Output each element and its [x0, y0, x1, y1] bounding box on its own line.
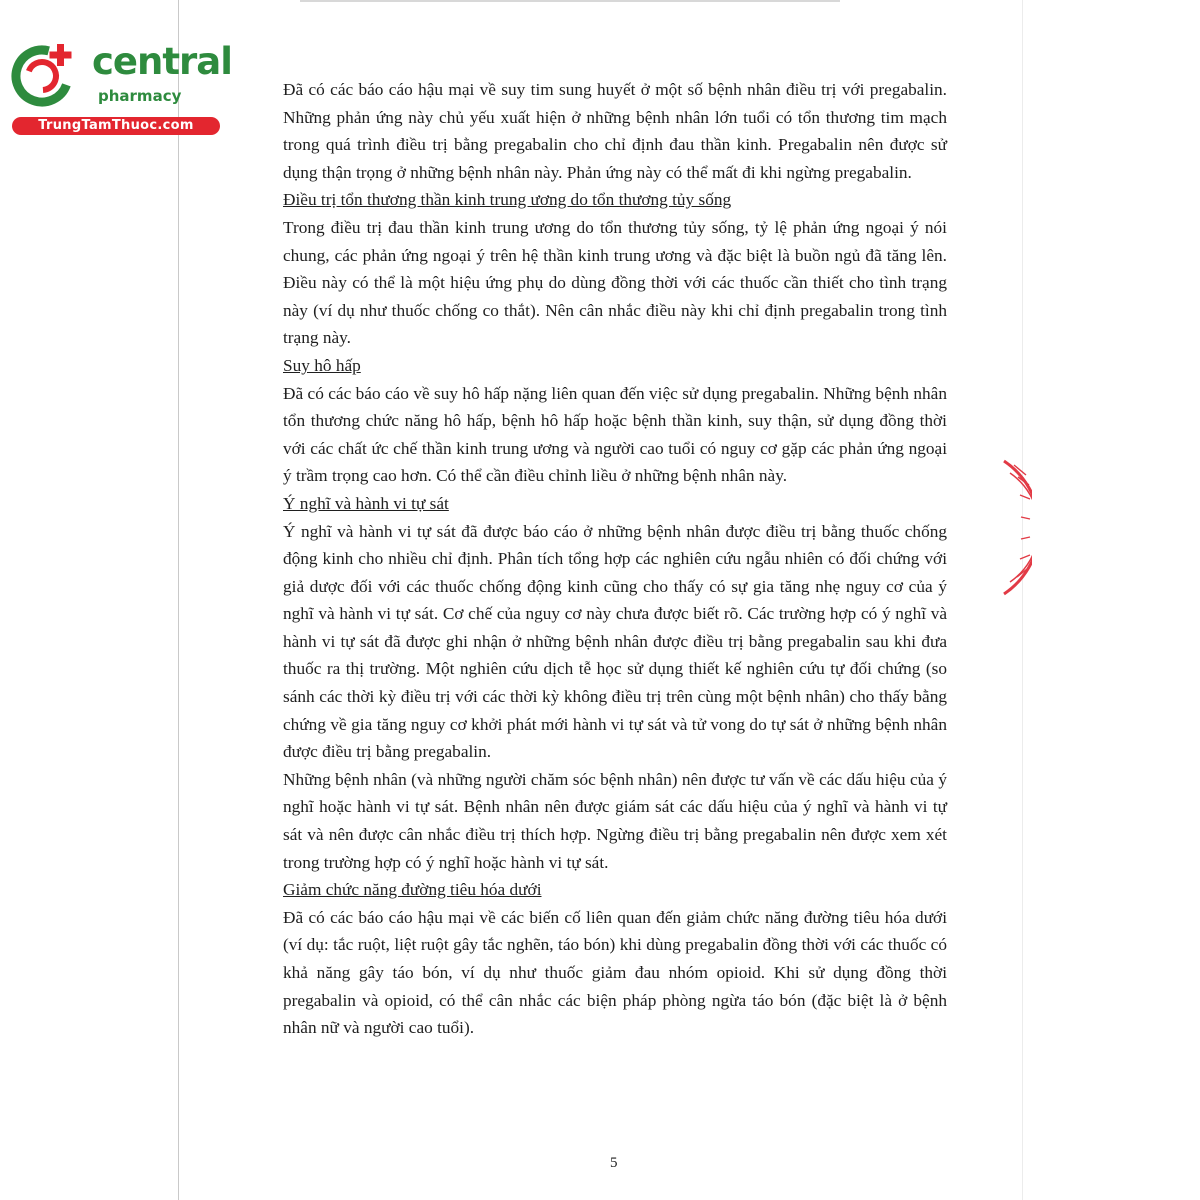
central-pharmacy-logo[interactable] — [10, 38, 232, 138]
logo-subtitle: pharmacy — [98, 87, 182, 105]
section-heading: Điều trị tổn thương thần kinh trung ương do tổn thương tủy sống — [283, 190, 732, 210]
section-heading: Suy hô hấp — [283, 355, 361, 375]
page-edge-left — [178, 0, 179, 1200]
logo-brand-name: central — [92, 40, 232, 83]
body-paragraph: Đã có các báo cáo về suy hô hấp nặng liên quan đến việc sử dụng pregabalin. Những bệnh nhân tổn thương chức năng hô hấp, bệnh hô hấp hoặc bệnh thần kinh, suy thận, sử dụng đồng thời với các chất ức chế thần kinh trung ương và người cao tuổi có nguy cơ gặp các phản ứng ngoại ý trầm trọng cao hơn. Có thể cần điều chỉnh liều ở những bệnh nhân này. — [283, 383, 947, 486]
pharmacy-cross-icon — [10, 38, 80, 108]
page-number: 5 — [610, 1155, 618, 1171]
red-stamp-partial — [996, 455, 1032, 600]
body-paragraph: Đã có các báo cáo hậu mại về suy tim sung huyết ở một số bệnh nhân điều trị với pregabalin. Những phản ứng này chủ yếu xuất hiện ở những bệnh nhân lớn tuổi có tổn thương tim mạch trong quá trình điều trị bằng pregabalin cho chỉ định đau thần kinh. Pregabalin nên được sử dụng thận trọng ở những bệnh nhân này. Phản ứng này có thể mất đi khi ngừng pregabalin. — [283, 80, 947, 182]
body-paragraph: Trong điều trị đau thần kinh trung ương do tổn thương tủy sống, tỷ lệ phản ứng ngoại ý nói chung, các phản ứng ngoại ý trên hệ thần kinh trung ương và đặc biệt là buồn ngủ đã tăng lên. Điều này có thể là một hiệu ứng phụ do dùng đồng thời với các thuốc cần thiết cho tình trạng này (ví dụ như thuốc chống co thắt). Nên cân nhắc điều này khi chỉ định pregabalin trong tình trạng này. — [283, 217, 947, 348]
logo-website[interactable]: TrungTamThuoc.com — [12, 117, 220, 135]
section-heading: Ý nghĩ và hành vi tự sát — [283, 493, 449, 513]
page-edge-right — [1022, 0, 1023, 1200]
body-paragraph: Những bệnh nhân (và những người chăm sóc bệnh nhân) nên được tư vấn về các dấu hiệu của ý nghĩ hoặc hành vi tự sát. Bệnh nhân nên được giám sát các dấu hiệu của ý nghĩ và hành vi tự sát và nên được cân nhắc điều trị thích hợp. Ngừng điều trị bằng pregabalin nên được xem xét trong trường hợp có ý nghĩ hoặc hành vi tự sát. — [283, 769, 947, 872]
body-paragraph: Ý nghĩ và hành vi tự sát đã được báo cáo ở những bệnh nhân được điều trị bằng thuốc chống động kinh cho nhiều chỉ định. Phân tích tổng hợp các nghiên cứu ngẫu nhiên có đối chứng với giả dược đối với các thuốc chống động kinh cũng cho thấy có sự gia tăng nhẹ nguy cơ của ý nghĩ và hành vi tự sát. Cơ chế của nguy cơ này chưa được biết rõ. Các trường hợp có ý nghĩ và hành vi tự sát đã được ghi nhận ở những bệnh nhân được điều trị bằng pregabalin sau khi đưa thuốc ra thị trường. Một nghiên cứu dịch tễ học sử dụng thiết kế nghiên cứu tự đối chứng (so sánh các thời kỳ điều trị với các thời kỳ không điều trị trên cùng một bệnh nhân) cho thấy bằng chứng về gia tăng nguy cơ khởi phát mới hành vi tự sát và tử vong do tự sát ở những bệnh nhân được điều trị bằng pregabalin. — [283, 521, 947, 762]
body-paragraph: Đã có các báo cáo hậu mại về các biến cố liên quan đến giảm chức năng đường tiêu hóa dưới (ví dụ: tắc ruột, liệt ruột gây tắc nghẽn, táo bón) khi dùng pregabalin đồng thời với các thuốc có khả năng gây táo bón, ví dụ như thuốc giảm đau nhóm opioid. Khi sử dụng đồng thời pregabalin và opioid, có thể cân nhắc các biện pháp phòng ngừa táo bón (đặc biệt là ở bệnh nhân nữ và người cao tuổi). — [283, 907, 947, 1038]
scan-artifact-line — [300, 0, 840, 2]
section-heading: Giảm chức năng đường tiêu hóa dưới — [283, 880, 542, 900]
document-body — [283, 76, 947, 1042]
